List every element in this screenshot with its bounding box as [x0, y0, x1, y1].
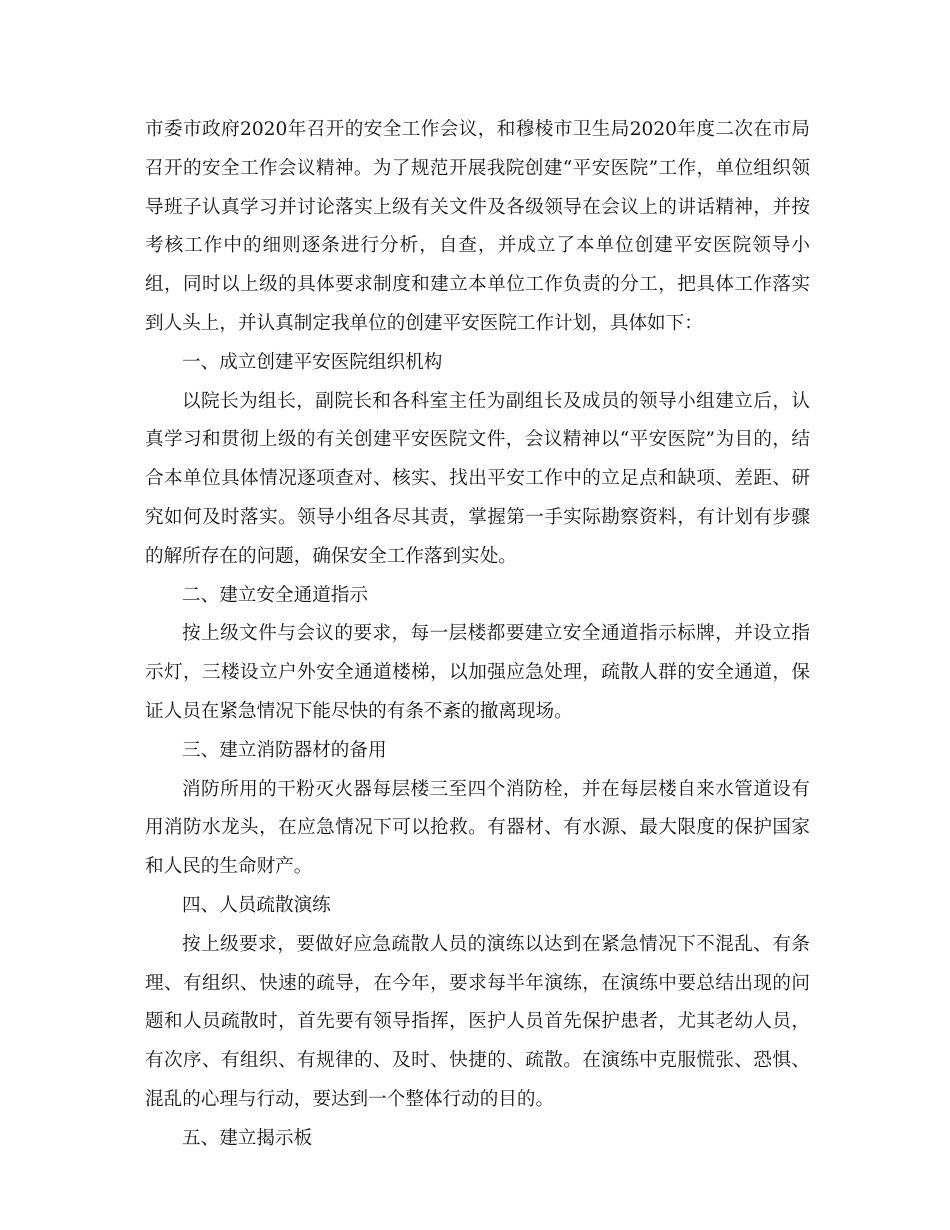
- document-body: [145, 111, 810, 1159]
- section-heading-4: 四、人员疏散演练: [182, 894, 331, 916]
- section-body-4: 按上级要求，要做好应急疏散人员的演练以达到在紧急情况下不混乱、有条理、有组织、快速的疏导，在今年，要求每半年演练，在演练中要总结出现的问题和人员疏散时，首先要有领导指挥，医护人员首先保护患者，尤其老幼人员，有次序、有组织、有规律的、及时、快捷的、疏散。在演练中克服慌张、恐惧、混乱的心理与行动，要达到一个整体行动的目的。: [145, 933, 810, 1110]
- section-body-1: 以院长为组长，副院长和各科室主任为副组长及成员的领导小组建立后，认真学习和贯彻上级的有关创建平安医院文件，会议精神以“平安医院”为目的，结合本单位具体情况逐项查对、核实、找出平安工作中的立足点和缺项、差距、研究如何及时落实。领导小组各尽其责，掌握第一手实际勘察资料，有计划有步骤的解所存在的问题，确保安全工作落到实处。: [145, 390, 810, 567]
- section-heading-1: 一、成立创建平安医院组织机构: [182, 351, 443, 373]
- section-body-2: 按上级文件与会议的要求，每一层楼都要建立安全通道指示标牌，并设立指示灯，三楼设立户外安全通道楼梯，以加强应急处理，疏散人群的安全通道，保证人员在紧急情况下能尽快的有条不紊的撤离现场。: [145, 623, 810, 722]
- section-heading-5: 五、建立揭示板: [182, 1127, 313, 1149]
- intro-paragraph: 市委市政府2020年召开的安全工作会议，和穆棱市卫生局2020年度二次在市局召开的安全工作会议精神。为了规范开展我院创建“平安医院”工作，单位组织领导班子认真学习并讨论落实上级有关文件及各级领导在会议上的讲话精神，并按考核工作中的细则逐条进行分析，自查，并成立了本单位创建平安医院领导小组，同时以上级的具体要求制度和建立本单位工作负责的分工，把具体工作落实到人头上，并认真制定我单位的创建平安医院工作计划，具体如下：: [145, 119, 810, 334]
- section-body-3: 消防所用的干粉灭火器每层楼三至四个消防栓，并在每层楼自来水管道设有用消防水龙头，在应急情况下可以抢救。有器材、有水源、最大限度的保护国家和人民的生命财产。: [145, 778, 810, 878]
- section-heading-2: 二、建立安全通道指示: [182, 584, 368, 606]
- section-heading-3: 三、建立消防器材的备用: [182, 739, 387, 761]
